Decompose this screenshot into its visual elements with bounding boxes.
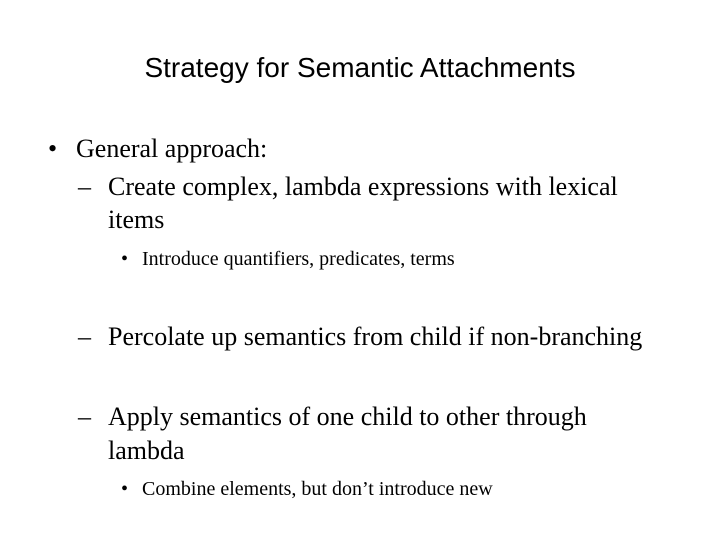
bullet-dot-icon: • <box>48 134 58 163</box>
bullet-create-complex-line1: Create complex, lambda expressions with lexical <box>108 172 618 201</box>
bullet-general-approach: General approach: <box>76 134 268 163</box>
slide-title: Strategy for Semantic Attachments <box>144 52 576 83</box>
bullet-create-complex-line2: items <box>108 205 165 234</box>
bullet-dot-icon: • <box>121 248 129 270</box>
bullet-introduce-quantifiers: Introduce quantifiers, predicates, terms <box>142 248 455 270</box>
bullet-dot-icon: • <box>121 478 129 500</box>
dash-bullet-icon: – <box>78 172 91 201</box>
dash-bullet-icon: – <box>78 402 91 431</box>
bullet-apply-semantics-line2: lambda <box>108 436 185 465</box>
dash-bullet-icon: – <box>78 322 91 351</box>
bullet-percolate-up: Percolate up semantics from child if non-branching <box>108 322 643 351</box>
bullet-apply-semantics-line1: Apply semantics of one child to other through <box>108 402 587 431</box>
bullet-combine-elements: Combine elements, but don’t introduce new <box>142 478 493 500</box>
